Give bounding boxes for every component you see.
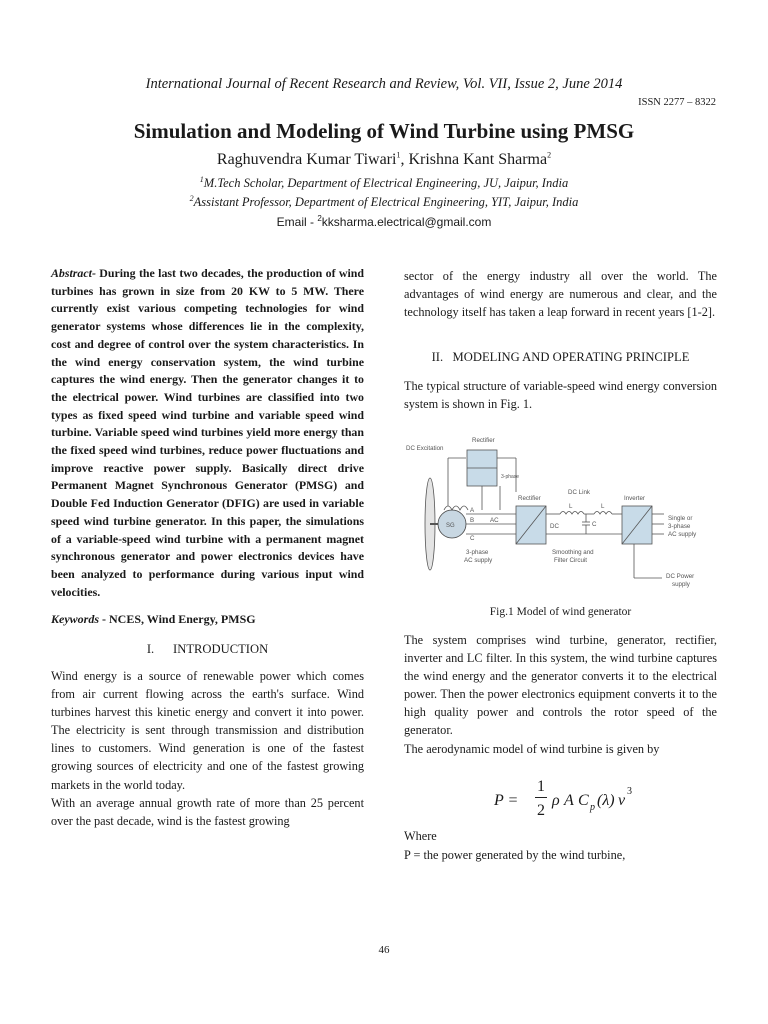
fig-sg: SG: [446, 523, 455, 529]
fig-dc: DC: [550, 523, 559, 530]
eq-c: C: [578, 792, 589, 809]
wind-generator-diagram: [404, 430, 717, 605]
aff1-sup: 1: [199, 174, 204, 184]
fig-phase-a: A: [470, 507, 475, 514]
fig-phase-c: C: [470, 535, 475, 542]
abstract-text: During the last two decades, the production of wind turbines has grown in size from 20 KW to 5 MW. There currently exist various competing technologies for wind generator systems whose differences lie in the complexity, cost and degree of control over the system characteristics. In the wind energy conservation system, the wind turbine captures the wind energy. Then the generator changes it to the electrical power. Wind turbines are classified into two types as fixed speed wind turbine and variable speed wind turbine. Variable speed wind turbines yield more energy than the fixed speed wind turbines, reduce power fluctuations and improve reactive power supply. Basically direct drive Permanent Magnet Synchronous Generator (PMSG) and Double Fed Induction Generator (DFIG) are used in variable speed wind turbine generator. In this paper, the simulations of a variable-speed wind turbine with a permanent magnet synchronous generator and power electronics devices have been analyzed to performance during various input wind velocities.: [51, 266, 364, 599]
authors: [0, 151, 768, 169]
fig-capacitor: C: [592, 521, 597, 528]
fig-rectifier: Rectifier: [518, 495, 541, 502]
keywords-text: - NCES, Wind Energy, PMSG: [99, 612, 256, 626]
eq-lambda: (λ): [597, 792, 615, 809]
paper-title: Simulation and Modeling of Wind Turbine using PMSG: [133, 119, 635, 143]
fig-filter-2: Filter Circuit: [554, 557, 588, 564]
abstract-lead: Abstract-: [51, 266, 96, 280]
fig-dcpower-1: DC Power: [666, 573, 695, 580]
fig-3phase-label: 3-phase: [501, 474, 520, 480]
email-sup: 2: [317, 214, 322, 223]
fig-rectifier-top: Rectifier: [472, 437, 495, 444]
intro-body: [51, 667, 364, 830]
fig-dc-link: DC Link: [568, 489, 591, 496]
aff2-text: Assistant Professor, Department of Electrical Engineering, YIT, Jaipur, India: [193, 195, 579, 209]
right-paragraph-3: The aerodynamic model of wind turbine is given by: [404, 742, 660, 756]
section-heading-introduction: I. INTRODUCTION: [146, 642, 269, 656]
fig-inductor-1: L: [569, 503, 573, 510]
email-prefix: Email -: [276, 215, 318, 229]
eq-rho: ρ: [552, 792, 560, 809]
power-equation: [494, 778, 664, 832]
eq-lhs: P =: [494, 792, 519, 809]
journal-header: International Journal of Recent Research and Review, Vol. VII, Issue 2, June 2014: [145, 76, 623, 92]
fig-inductor-2: L: [601, 503, 605, 510]
author-separator: ,: [400, 151, 409, 168]
email-address[interactable]: kksharma.electrical@gmail.com: [321, 215, 492, 229]
page-number: 46: [378, 944, 390, 956]
right-paragraph-2: The system comprises wind turbine, generator, rectifier, inverter and LC filter. In this system, the wind turbine captures the wind energy and the generator converts it to the electrical power. Then the power electronics equipment converts it to the high quality power and controls the rotor speed of the generator.: [404, 633, 717, 738]
right-paragraph-1: The typical structure of variable-speed wind energy conversion system is shown in Fig. 1.: [404, 379, 717, 412]
section-heading-modeling: II. MODELING AND OPERATING PRINCIPLE: [431, 350, 690, 364]
fig-dcpower-2: supply: [672, 581, 690, 588]
fig-dc-excitation: DC Excitation: [406, 445, 444, 452]
affiliation-1: [0, 176, 768, 191]
eq-numerator: 1: [537, 778, 545, 795]
eq-sub-p: p: [590, 802, 595, 813]
fig-ac-supply-2: AC supply: [464, 557, 493, 564]
fig-ac-supply-1: 3-phase: [466, 549, 489, 556]
keywords-lead: Keywords: [51, 612, 99, 626]
keywords: [51, 610, 364, 628]
aff2-sup: 2: [189, 193, 194, 203]
where-label: Where: [404, 829, 437, 843]
author-1: Raghuvendra Kumar Tiwari: [216, 151, 397, 168]
author-2: Krishna Kant Sharma: [408, 151, 548, 168]
fig-single-1: Single or: [668, 515, 693, 522]
author-2-sup: 2: [547, 150, 552, 160]
eq-exponent: 3: [627, 786, 632, 797]
eq-area: A: [564, 792, 574, 809]
fig-ac: AC: [490, 517, 499, 524]
abstract: [51, 265, 364, 601]
author-1-sup: 1: [396, 150, 401, 160]
eq-v: v: [618, 792, 626, 809]
aff1-text: M.Tech Scholar, Department of Electrical Engineering, JU, Jaipur, India: [203, 176, 569, 190]
p-definition: P = the power generated by the wind turbine,: [404, 848, 626, 862]
intro-paragraph-2: With an average annual growth rate of more than 25 percent over the past decade, wind is the fastest growing: [51, 795, 364, 828]
intro-paragraph-1: Wind energy is a source of renewable power which comes from air current flowing across the earth's surface. Wind turbines harvest this kinetic energy and convert it into power. The electricity is sent through transmission and distribution lines to customers. Wind generation is one of the fastest growing sources of electricity and one of the fastest growing markets in the world today.: [51, 669, 364, 792]
fig-inverter: Inverter: [624, 495, 645, 502]
fig-single-2: 3-phase: [668, 523, 691, 530]
affiliation-2: [0, 195, 768, 210]
figure-caption: Fig.1 Model of wind generator: [489, 606, 632, 618]
fig-single-3: AC supply: [668, 531, 697, 538]
email-line: [0, 215, 768, 229]
right-paragraph-0: sector of the energy industry all over the world. The advantages of wind energy are numerous and clear, and the technology itself has taken a leap forward in recent years [1-2].: [404, 269, 717, 320]
issn: ISSN 2277 – 8322: [638, 97, 716, 108]
eq-denominator: 2: [537, 802, 545, 819]
fig-filter-1: Smoothing and: [552, 549, 594, 556]
eq-fraction-bar: [535, 797, 547, 798]
fig-phase-b: B: [470, 517, 475, 524]
